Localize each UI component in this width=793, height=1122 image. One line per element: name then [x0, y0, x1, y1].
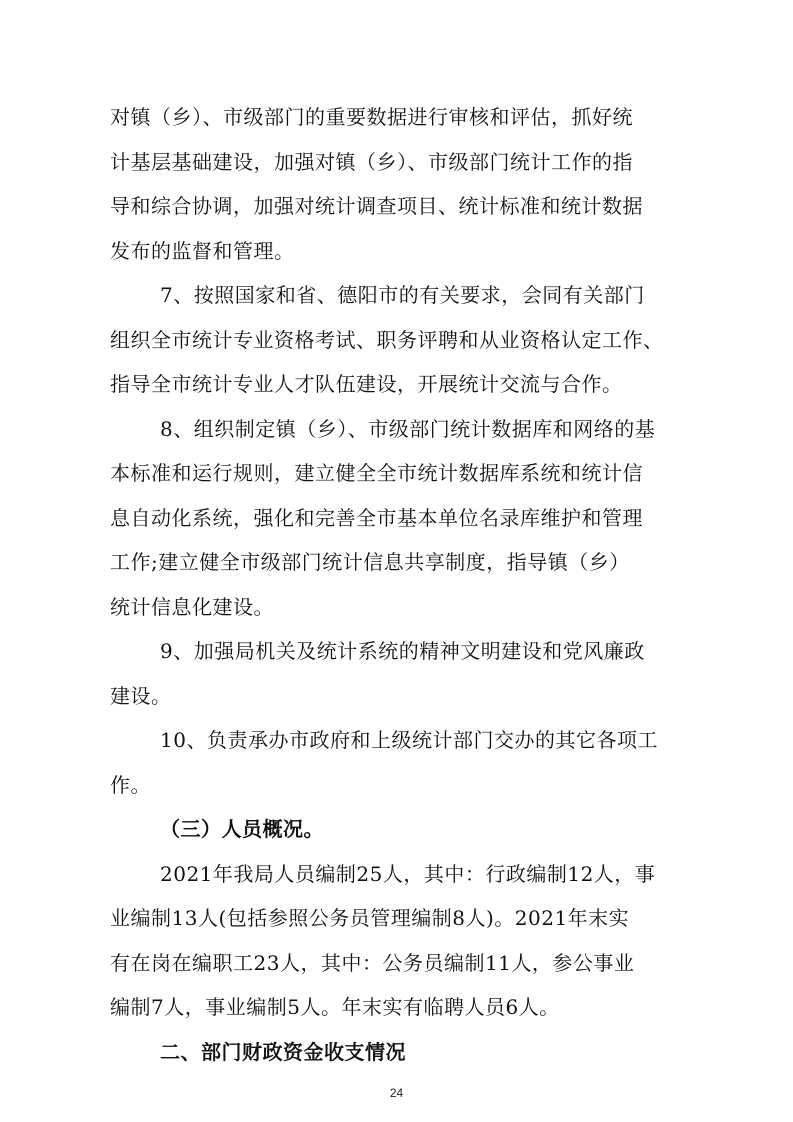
paragraph-9-start: 9、加强局机关及统计系统的精神文明建设和党风廉政 [160, 639, 645, 663]
section-heading-staff: （三）人员概况。 [160, 817, 324, 841]
text-line: 计基层基础建设，加强对镇（乡）、市级部门统计工作的指 [110, 150, 633, 174]
text-line: 息自动化系统，强化和完善全市基本单位名录库维护和管理 [110, 506, 643, 530]
text-line: 工作;建立健全市级部门统计信息共享制度，指导镇（乡） [110, 550, 630, 574]
text-line: 发布的监督和管理。 [110, 239, 295, 263]
text-line: 本标准和运行规则，建立健全全市统计数据库系统和统计信 [110, 461, 643, 485]
staff-paragraph-start: 2021年我局人员编制25人，其中：行政编制12人，事 [160, 862, 656, 886]
paragraph-7-start: 7、按照国家和省、德阳市的有关要求，会同有关部门 [160, 283, 645, 307]
text-line: 作。 [110, 773, 151, 797]
text-line: 业编制13人(包括参照公务员管理编制8人)。2021年末实 [110, 906, 630, 930]
section-heading-finance: 二、部门财政资金收支情况 [160, 1040, 406, 1064]
text-line: 建设。 [110, 684, 172, 708]
text-line: 统计信息化建设。 [110, 595, 274, 619]
text-line: 编制7人，事业编制5人。年末实有临聘人员6人。 [110, 995, 560, 1019]
text-line: 有在岗在编职工23人，其中：公务员编制11人，参公事业 [110, 951, 635, 975]
text-line: 指导全市统计专业人才队伍建设，开展统计交流与合作。 [110, 372, 623, 396]
text-line: 组织全市统计专业资格考试、职务评聘和从业资格认定工作、 [110, 328, 664, 352]
paragraph-8-start: 8、组织制定镇（乡）、市级部门统计数据库和网络的基 [160, 417, 656, 441]
text-line: 导和综合协调，加强对统计调查项目、统计标准和统计数据 [110, 194, 643, 218]
text-line: 对镇（乡）、市级部门的重要数据进行审核和评估，抓好统 [110, 105, 633, 129]
paragraph-10-start: 10、负责承办市政府和上级统计部门交办的其它各项工 [160, 728, 658, 752]
page-number: 24 [389, 1086, 404, 1100]
